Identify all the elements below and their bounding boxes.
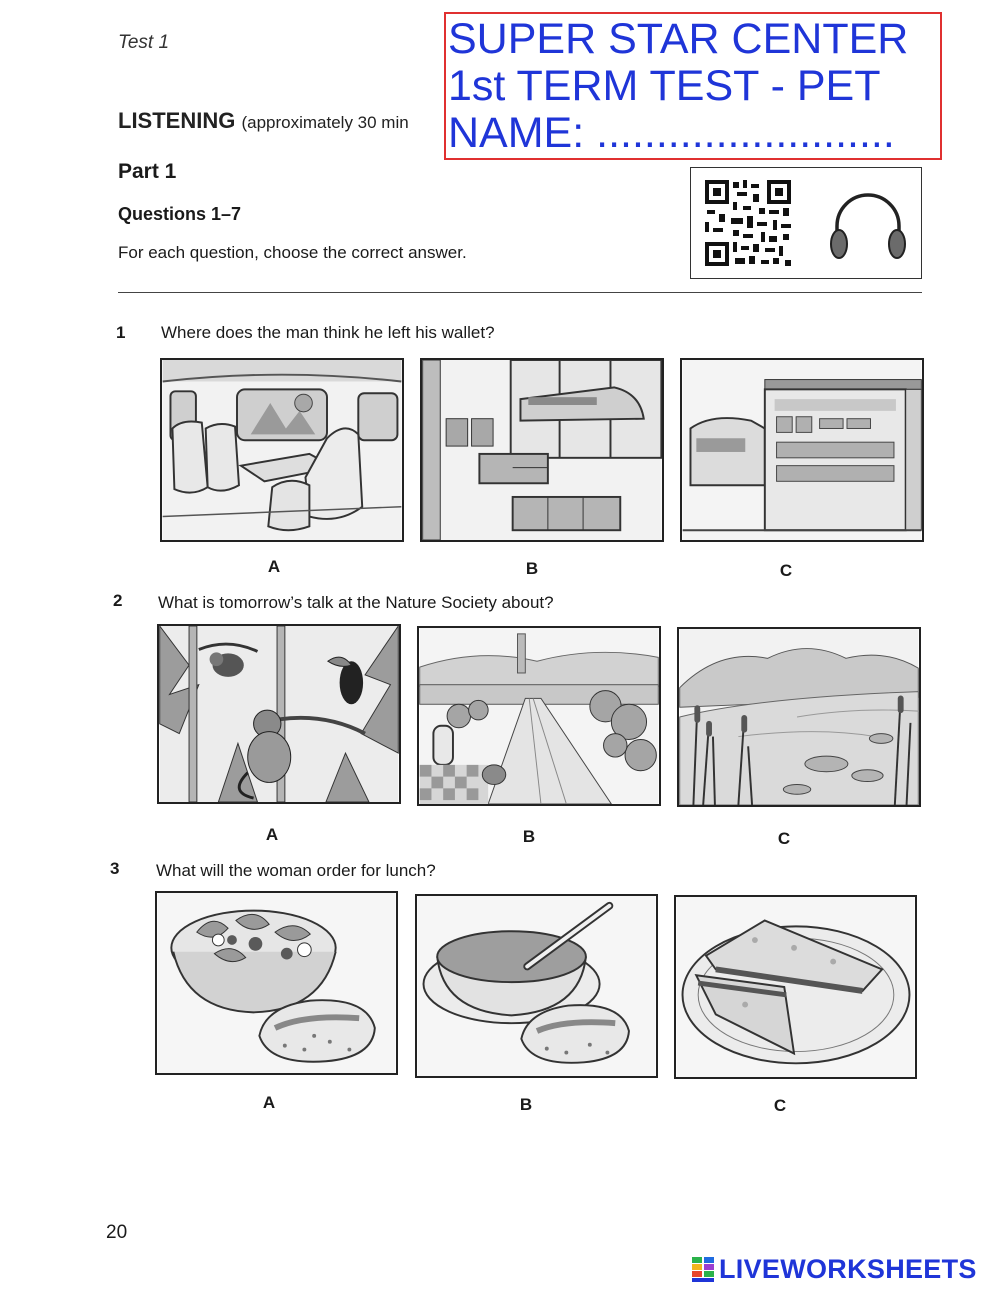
option-label: B [519, 1095, 533, 1114]
question-text: What is tomorrow’s talk at the Nature Society about? [158, 593, 554, 612]
option-image-waiting-room[interactable] [420, 358, 664, 542]
liveworksheets-logo[interactable] [692, 1254, 977, 1285]
option-image-salad[interactable] [155, 891, 398, 1075]
section-title [118, 108, 409, 134]
headphones-icon [823, 184, 913, 264]
brand-text: LIVEWORKSHEETS [719, 1254, 977, 1284]
option-image-soup[interactable] [415, 894, 658, 1078]
option-image-sandwich[interactable] [674, 895, 917, 1079]
test-label: Test 1 [118, 32, 170, 53]
option-image-train-carriage[interactable] [160, 358, 404, 542]
option-label: C [777, 829, 791, 848]
liveworksheets-logo-icon [692, 1257, 716, 1283]
option-label: C [773, 1096, 787, 1115]
question-text: What will the woman order for lunch? [156, 861, 436, 880]
question-text: Where does the man think he left his wallet? [161, 323, 495, 342]
soup-illustration [417, 896, 656, 1076]
salad-illustration [157, 893, 396, 1073]
train-carriage-illustration [162, 360, 402, 540]
option-label: A [262, 1093, 276, 1112]
option-image-river[interactable] [677, 627, 921, 807]
option-label: B [522, 827, 536, 846]
banner-name-field[interactable]: NAME: ......................... [448, 109, 895, 157]
questions-range: Questions 1–7 [118, 204, 242, 224]
river-illustration [679, 629, 919, 805]
section-time-note: (approximately 30 min [241, 113, 409, 132]
option-label: B [525, 559, 539, 578]
qr-code-icon[interactable] [703, 178, 793, 268]
audio-box [690, 167, 922, 279]
option-label: A [267, 557, 281, 576]
header-divider [118, 292, 922, 293]
option-image-rainforest[interactable] [157, 624, 401, 804]
option-label: C [779, 561, 793, 580]
option-image-kiosk[interactable] [680, 358, 924, 542]
question-number: 2 [113, 591, 123, 610]
kiosk-illustration [682, 360, 922, 540]
option-label: A [265, 825, 279, 844]
waiting-room-illustration [422, 360, 662, 540]
instruction-text: For each question, choose the correct answer. [118, 243, 467, 262]
option-image-garden[interactable] [417, 626, 661, 806]
section-title-text: LISTENING [118, 108, 236, 133]
banner-test-name: 1st TERM TEST - PET [448, 62, 881, 110]
question-number: 1 [116, 323, 126, 342]
question-number: 3 [110, 859, 120, 878]
sandwich-illustration [676, 897, 915, 1077]
part-title: Part 1 [118, 160, 177, 183]
page-number: 20 [106, 1222, 128, 1243]
banner-school-name: SUPER STAR CENTER [448, 15, 909, 63]
rainforest-illustration [159, 626, 399, 802]
garden-illustration [419, 628, 659, 804]
school-banner [444, 12, 942, 160]
